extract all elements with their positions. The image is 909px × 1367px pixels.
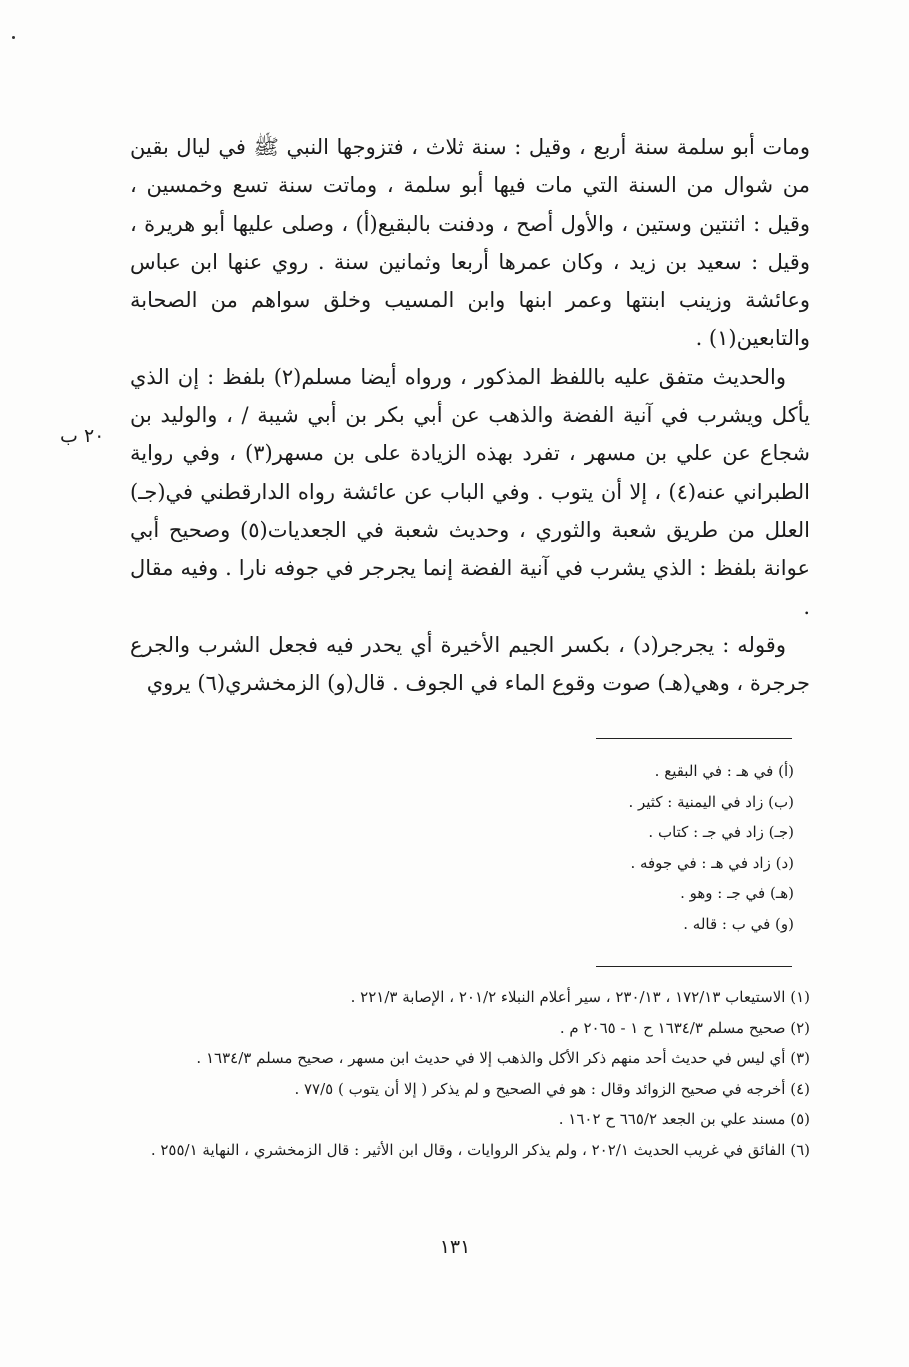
scan-speck — [12, 36, 15, 39]
apparatus-note: (ب) زاد في اليمنية : كثير . — [628, 792, 794, 811]
apparatus-notes — [300, 756, 794, 940]
page-number: ١٣١ — [439, 1236, 471, 1258]
footnote-divider-1 — [596, 738, 792, 739]
footnote: (٣) أي ليس في حديث أحد منهم ذكر الأكل والذهب إلا في حديث ابن مسهر ، صحيح مسلم ١٦٣٤/٣ . — [196, 1049, 810, 1067]
apparatus-note: (د) زاد في هـ : في جوفه . — [630, 853, 794, 872]
footnote: (٥) مسند علي بن الجعد ٦٦٥/٢ ح ١٦٠٢ . — [558, 1110, 810, 1128]
footnote: (١) الاستيعاب ١٧٢/١٣ ، ٢٣٠/١٣ ، سير أعلام النبلاء ٢٠١/٢ ، الإصابة ٢٢١/٣ . — [350, 988, 810, 1006]
numbered-footnotes — [130, 982, 810, 1165]
footnote: (٦) الفائق في غريب الحديث ٢٠٢/١ ، ولم يذكر الروايات ، وقال ابن الأثير : قال الزمخشري ، النهاية ٢٥٥/١ . — [150, 1140, 810, 1159]
apparatus-note: (أ) في هـ : في البقيع . — [654, 762, 794, 780]
paragraph-3: وقوله : يجرجر(د) ، بكسر الجيم الأخيرة أي يحدر فيه فجعل الشرب والجرع جرجرة ، وهي(هـ) صوت وقوع الماء في الجوف . قال(و) الزمخشري(٦) يروي — [130, 632, 810, 696]
apparatus-note: (و) في ب : قاله . — [683, 914, 794, 933]
apparatus-note: (هـ) في جـ : وهو . — [680, 884, 794, 903]
main-text — [130, 128, 810, 702]
paragraph-1: ومات أبو سلمة سنة أربع ، وقيل : سنة ثلاث ، فتزوجها النبي ﷺ في ليال بقين من شوال من السنة التي مات فيها أبو سلمة ، وماتت سنة تسع وخمسين ، وقيل : اثنتين وستين ، والأول أصح ، ودفنت بالبقيع(أ) ، وصلى عليها أبو هريرة ، وقيل : سعيد بن زيد ، وكان عمرها أربعا وثمانين سنة . روي عنها ابن عباس وعائشة وزينب ابنتها وعمر ابنها وابن المسيب وخلق سواهم من الصحابة والتابعين(١) . — [130, 135, 810, 351]
paragraph-2: والحديث متفق عليه باللفظ المذكور ، ورواه أيضا مسلم(٢) بلفظ : إن الذي يأكل ويشرب في آنية الفضة والذهب عن أبي بكر بن أبي شيبة / ، والوليد بن شجاع عن علي بن مسهر ، تفرد بهذه الزيادة على بن مسهر(٣) ، وفي رواية الطبراني عنه(٤) ، إلا أن يتوب . وفي الباب عن عائشة رواه الدارقطني في(جـ) العلل من طريق شعبة والثوري ، وحديث شعبة في الجعديات(٥) وصحيح أبي عوانة بلفظ : الذي يشرب في آنية الفضة إنما يجرجر في جوفه نارا . وفيه مقال . — [130, 364, 811, 619]
footnote: (٤) أخرجه في صحيح الزوائد وقال : هو في الصحيح و لم يذكر ( إلا أن يتوب ) ٧٧/٥ . — [294, 1079, 810, 1098]
footnote-divider-2 — [596, 966, 792, 967]
margin-folio-note: ٢٠ ب — [60, 425, 105, 447]
apparatus-note: (جـ) زاد في جـ : كتاب . — [648, 823, 794, 842]
footnote: (٢) صحيح مسلم ١٦٣٤/٣ ح ١ - ٢٠٦٥ م . — [559, 1018, 810, 1037]
